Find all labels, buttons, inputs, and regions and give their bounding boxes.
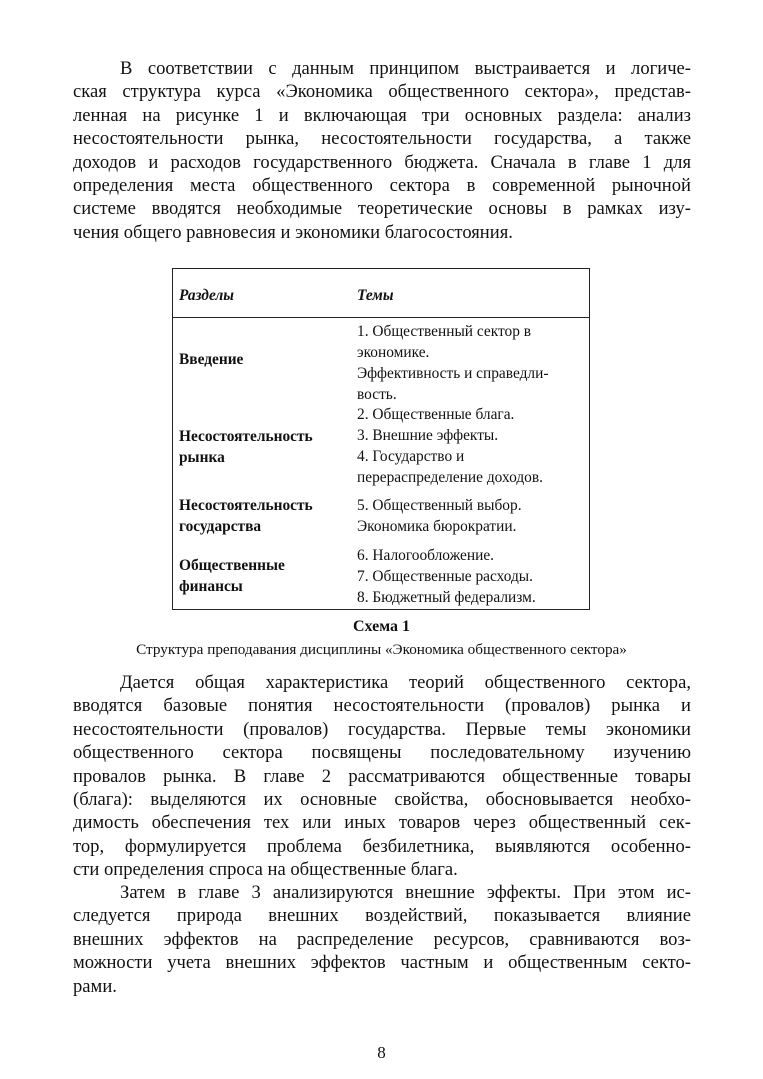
intro-paragraph <box>73 57 691 244</box>
paragraph-line: ская структура курса «Экономика общественного сектора», представ- <box>73 81 691 103</box>
paragraph-line: чения общего равновесия и экономики благосостояния. <box>73 221 513 243</box>
paragraph-line: Затем в главе 3 анализируются внешние эффекты. При этом ис- <box>120 882 691 903</box>
topics-list <box>357 404 589 488</box>
paragraph-line: рами. <box>73 975 117 997</box>
topic-item: Эффективность и справедли- <box>357 365 549 382</box>
topic-item: 3. Внешние эффекты. <box>357 427 499 444</box>
paragraph-line: В соответствии с данным принципом выстраивается и логиче- <box>120 58 691 79</box>
paragraph-line: сти определения спроса на общественные блага. <box>73 859 458 881</box>
topic-item: 4. Государство и <box>357 448 465 465</box>
topics-list <box>357 545 589 608</box>
paragraph-line: провалов рынка. В главе 2 рассматриваются общественные товары <box>73 765 691 787</box>
paragraph-line: димость обеспечения тех или иных товаров через общественный сек- <box>73 812 691 834</box>
course-structure-table <box>172 268 590 610</box>
topic-item: 7. Общественные расходы. <box>357 568 533 585</box>
topic-item: 2. Общественные блага. <box>357 406 515 423</box>
paragraph-line: следуется природа внешних воздействий, показывается влияние <box>73 905 691 927</box>
paragraph-line: вводятся базовые понятия несостоятельности (провалов) рынка и <box>73 695 691 717</box>
topic-item: вость. <box>357 386 397 403</box>
topics-list <box>357 321 589 405</box>
topic-item: экономике. <box>357 344 430 361</box>
figure-caption-subtitle: Структура преподавания дисциплины «Экономика общественного сектора» <box>136 641 627 658</box>
paragraph-line: (блага): выделяются их основные свойства, обосновывается необхо- <box>73 788 691 810</box>
header-topics: Темы <box>357 287 394 304</box>
figure-caption-title: Схема 1 <box>352 618 411 635</box>
paragraph-line: ленная на рисунке 1 и включающая три основных раздела: анализ <box>73 104 691 126</box>
paragraph-line: несостоятельности рынка, несостоятельности государства, а также <box>73 128 691 150</box>
section-name: Несостоятельность рынка <box>179 428 313 466</box>
paragraph-line: можности учета внешних эффектов частным и общественным секто- <box>73 952 691 974</box>
paragraph-line: Дается общая характеристика теорий общественного сектора, <box>120 672 691 693</box>
topic-item: 5. Общественный выбор. <box>357 497 522 514</box>
paragraph-line: системе вводятся необходимые теоретические основы в рамках изу- <box>73 198 691 220</box>
section-name: Введение <box>179 351 244 368</box>
topic-item: 6. Налогообложение. <box>357 547 495 564</box>
paragraph-line: несостоятельности (провалов) государства. Первые темы экономики <box>73 718 691 740</box>
paragraph-line: определения места общественного сектора в современной рыночной <box>73 174 691 196</box>
topic-item: перераспределение доходов. <box>357 469 543 486</box>
paragraph-line: доходов и расходов государственного бюджета. Сначала в главе 1 для <box>73 151 691 173</box>
header-sections: Разделы <box>179 287 234 304</box>
body-paragraph-3 <box>73 881 691 998</box>
paragraph-line: тор, формулируется проблема безбилетника, выявляются особенно- <box>73 835 691 857</box>
topics-list <box>357 495 589 537</box>
paragraph-line: общественного сектора посвящены последовательному изучению <box>73 742 691 764</box>
page-number: 8 <box>377 1043 386 1062</box>
topic-item: 8. Бюджетный федерализм. <box>357 589 536 606</box>
section-name: Общественные финансы <box>179 557 285 595</box>
topic-item: Экономика бюрократии. <box>357 518 517 535</box>
body-paragraph-2 <box>73 671 691 882</box>
topic-item: 1. Общественный сектор в <box>357 323 532 340</box>
table-header <box>173 269 589 318</box>
paragraph-line: внешних эффектов на распределение ресурсов, сравниваются воз- <box>73 928 691 950</box>
section-name: Несостоятельность государства <box>179 497 313 535</box>
